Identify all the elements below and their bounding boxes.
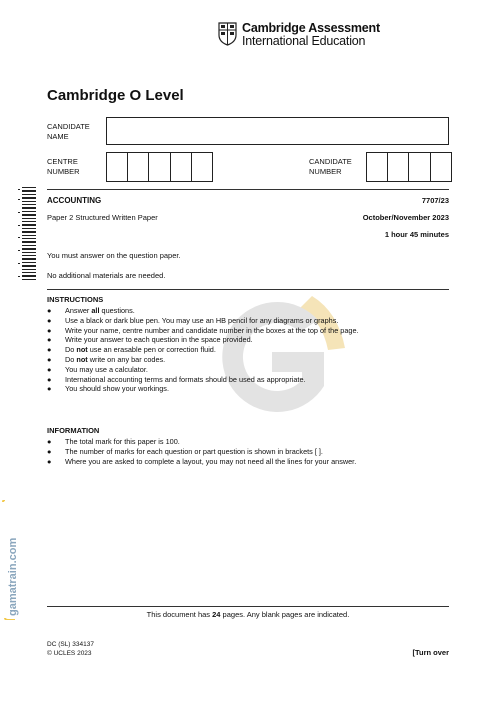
answer-note: You must answer on the question paper. [47, 251, 181, 260]
centre-number-cell[interactable] [107, 153, 128, 181]
subject: ACCOUNTING [47, 196, 102, 205]
list-item: ● The total mark for this paper is 100. [47, 437, 180, 446]
exam-duration: 1 hour 45 minutes [384, 230, 449, 239]
org-name-line2: International Education [242, 34, 366, 48]
org-name-line1: Cambridge Assessment [242, 21, 380, 35]
list-item: ● You should show your workings. [47, 384, 169, 394]
candidate-number-cell[interactable] [409, 153, 430, 181]
instructions-list [47, 306, 359, 394]
list-item: ● International accounting terms and formats should be used as appropriate. [47, 374, 306, 384]
page-title: Cambridge O Level [47, 87, 184, 104]
list-item: ● Do not write on any bar codes. [47, 354, 166, 364]
list-item: ● You may use a calculator. [47, 364, 148, 374]
centre-number-cell[interactable] [149, 153, 170, 181]
side-watermark-text: gamatrain.com [7, 537, 19, 616]
barcode-icon [18, 187, 38, 282]
materials-note: No additional materials are needed. [47, 271, 166, 280]
centre-number-cell[interactable] [171, 153, 192, 181]
candidate-number-cell[interactable] [367, 153, 388, 181]
paper-code: 7707/23 [421, 196, 449, 205]
divider [47, 606, 449, 607]
divider [47, 189, 449, 190]
candidate-name-label: CANDIDATE NAME [47, 122, 90, 141]
cambridge-crest-icon [218, 22, 237, 46]
information-list [47, 437, 356, 466]
candidate-name-field[interactable] [106, 117, 449, 145]
candidate-number-label: CANDIDATE NUMBER [309, 157, 352, 176]
list-item: ● Write your answer to each question in the space provided. [47, 335, 253, 345]
doc-code: DC (SL) 334137 [47, 641, 94, 648]
list-item: ● Write your name, centre number and candidate number in the boxes at the top of the page. [47, 325, 359, 335]
list-item: ● Answer all questions. [47, 306, 135, 315]
copyright: © UCLES 2023 [47, 650, 92, 657]
centre-number-cell[interactable] [128, 153, 149, 181]
turn-over: [Turn over [412, 648, 449, 657]
paper-title: Paper 2 Structured Written Paper [47, 213, 158, 222]
doc-meta [47, 640, 94, 658]
centre-number-label: CENTRE NUMBER [47, 157, 80, 176]
list-item: ● Where you are asked to complete a layout, you may not need all the lines for your answer. [47, 456, 357, 466]
candidate-number-field[interactable] [366, 152, 452, 182]
list-item: ● The number of marks for each question or part question is shown in brackets [ ]. [47, 446, 323, 456]
information-heading: INFORMATION [47, 426, 100, 435]
list-item: ● Do not use an erasable pen or correction fluid. [47, 345, 216, 355]
cambridge-logo [218, 22, 380, 48]
exam-session: October/November 2023 [362, 213, 449, 222]
centre-number-field[interactable] [106, 152, 213, 182]
instructions-heading: INSTRUCTIONS [47, 295, 104, 304]
centre-number-cell[interactable] [192, 153, 212, 181]
page-count-note: This document has 24 pages. Any blank pages are indicated. [146, 610, 350, 619]
candidate-number-cell[interactable] [388, 153, 409, 181]
side-watermark [1, 500, 23, 620]
candidate-number-cell[interactable] [431, 153, 451, 181]
list-item: ● Use a black or dark blue pen. You may use an HB pencil for any diagrams or graphs. [47, 315, 339, 325]
